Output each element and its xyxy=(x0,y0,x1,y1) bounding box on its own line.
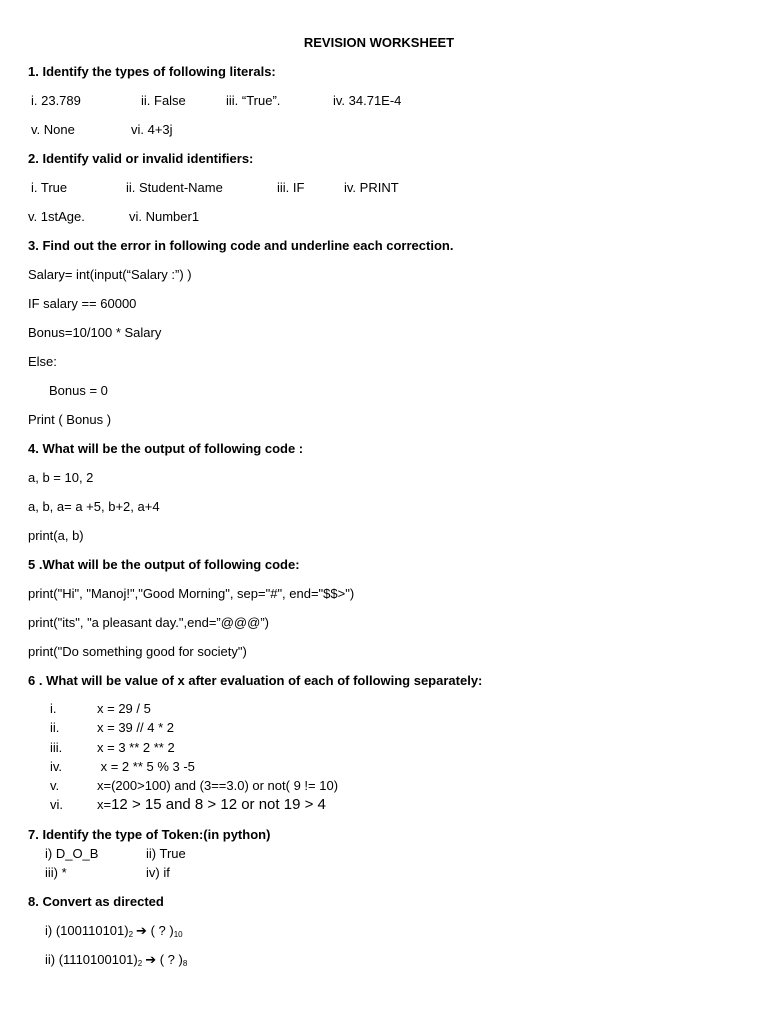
q7-item: iv) if xyxy=(146,865,170,880)
code-line: Else: xyxy=(28,354,57,369)
conversion-target: ( ? ) xyxy=(156,952,183,967)
q1-item: iii. “True”. xyxy=(226,93,281,108)
code-line: Bonus=10/100 * Salary xyxy=(28,325,162,340)
conversion-source: ii) (1110100101) xyxy=(45,952,138,967)
source-base: 2 xyxy=(137,959,143,968)
q6-expression: x = 3 ** 2 ** 2 xyxy=(97,740,175,755)
q3-heading: 3. Find out the error in following code and underline each correction. xyxy=(28,238,454,253)
q2-item: iv. PRINT xyxy=(344,180,399,195)
q1-item: i. 23.789 xyxy=(31,93,81,108)
q6-number: vi. xyxy=(50,797,63,812)
q8-heading: 8. Convert as directed xyxy=(28,894,164,909)
arrow-icon: ➔ xyxy=(145,952,157,967)
code-line: print(a, b) xyxy=(28,528,84,543)
q6-number: i. xyxy=(50,701,57,716)
q6-expression: 12 > 15 and 8 > 12 or not 19 > 4 xyxy=(111,796,326,813)
source-base: 2 xyxy=(128,930,134,939)
q6-heading: 6 . What will be value of x after evaluation of each of following separately: xyxy=(28,673,483,688)
q6-expression: x = 29 / 5 xyxy=(97,701,151,716)
code-line: print("Hi", "Manoj!","Good Morning", sep="#", end="$$>") xyxy=(28,586,355,601)
q7-item: i) D_O_B xyxy=(45,846,99,861)
code-line: a, b = 10, 2 xyxy=(28,470,94,485)
q6-expression: x=(200>100) and (3==3.0) or not( 9 != 10) xyxy=(97,778,339,793)
q1-item: v. None xyxy=(31,122,75,137)
q6-expression-row xyxy=(97,797,326,813)
q7-item: ii) True xyxy=(146,846,186,861)
q1-item: vi. 4+3j xyxy=(131,122,173,137)
q1-item: ii. False xyxy=(141,93,186,108)
target-base: 10 xyxy=(173,930,183,939)
q5-heading: 5 .What will be the output of following code: xyxy=(28,557,300,572)
q2-item: iii. IF xyxy=(277,180,305,195)
q2-item: i. True xyxy=(31,180,68,195)
q6-expression: x = 2 ** 5 % 3 -5 xyxy=(97,759,195,774)
q6-number: iii. xyxy=(50,740,63,755)
conversion-source: i) (100110101) xyxy=(45,923,129,938)
arrow-icon: ➔ xyxy=(136,923,147,938)
q6-number: v. xyxy=(50,778,60,793)
q6-expression: x = 39 // 4 * 2 xyxy=(97,720,174,735)
code-line: Bonus = 0 xyxy=(49,383,108,398)
code-line: IF salary == 60000 xyxy=(28,296,137,311)
q6-number: iv. xyxy=(50,759,63,774)
q7-item: iii) * xyxy=(45,865,67,880)
q2-item: vi. Number1 xyxy=(129,209,200,224)
q7-heading: 7. Identify the type of Token:(in python) xyxy=(28,827,271,842)
q1-item: iv. 34.71E-4 xyxy=(333,93,402,108)
q6-expression-prefix: x= xyxy=(97,797,112,812)
code-line: a, b, a= a +5, b+2, a+4 xyxy=(28,499,160,514)
q6-number: ii. xyxy=(50,720,60,735)
conversion-target: ( ? ) xyxy=(146,923,174,938)
q2-heading: 2. Identify valid or invalid identifiers: xyxy=(28,151,254,166)
code-line: print("its", "a pleasant day.",end=”@@@”) xyxy=(28,615,269,630)
code-line: Salary= int(input(“Salary :”) ) xyxy=(28,267,192,282)
page-title: REVISION WORKSHEET xyxy=(303,35,455,50)
q2-item: v. 1stAge. xyxy=(28,209,85,224)
q2-item: ii. Student-Name xyxy=(126,180,223,195)
code-line: Print ( Bonus ) xyxy=(28,412,112,427)
q4-heading: 4. What will be the output of following code : xyxy=(28,441,304,456)
conversion-item xyxy=(45,952,187,972)
code-line: print("Do something good for society") xyxy=(28,644,247,659)
conversion-item xyxy=(45,923,183,943)
target-base: 8 xyxy=(182,959,188,968)
q1-heading: 1. Identify the types of following literals: xyxy=(28,64,276,79)
